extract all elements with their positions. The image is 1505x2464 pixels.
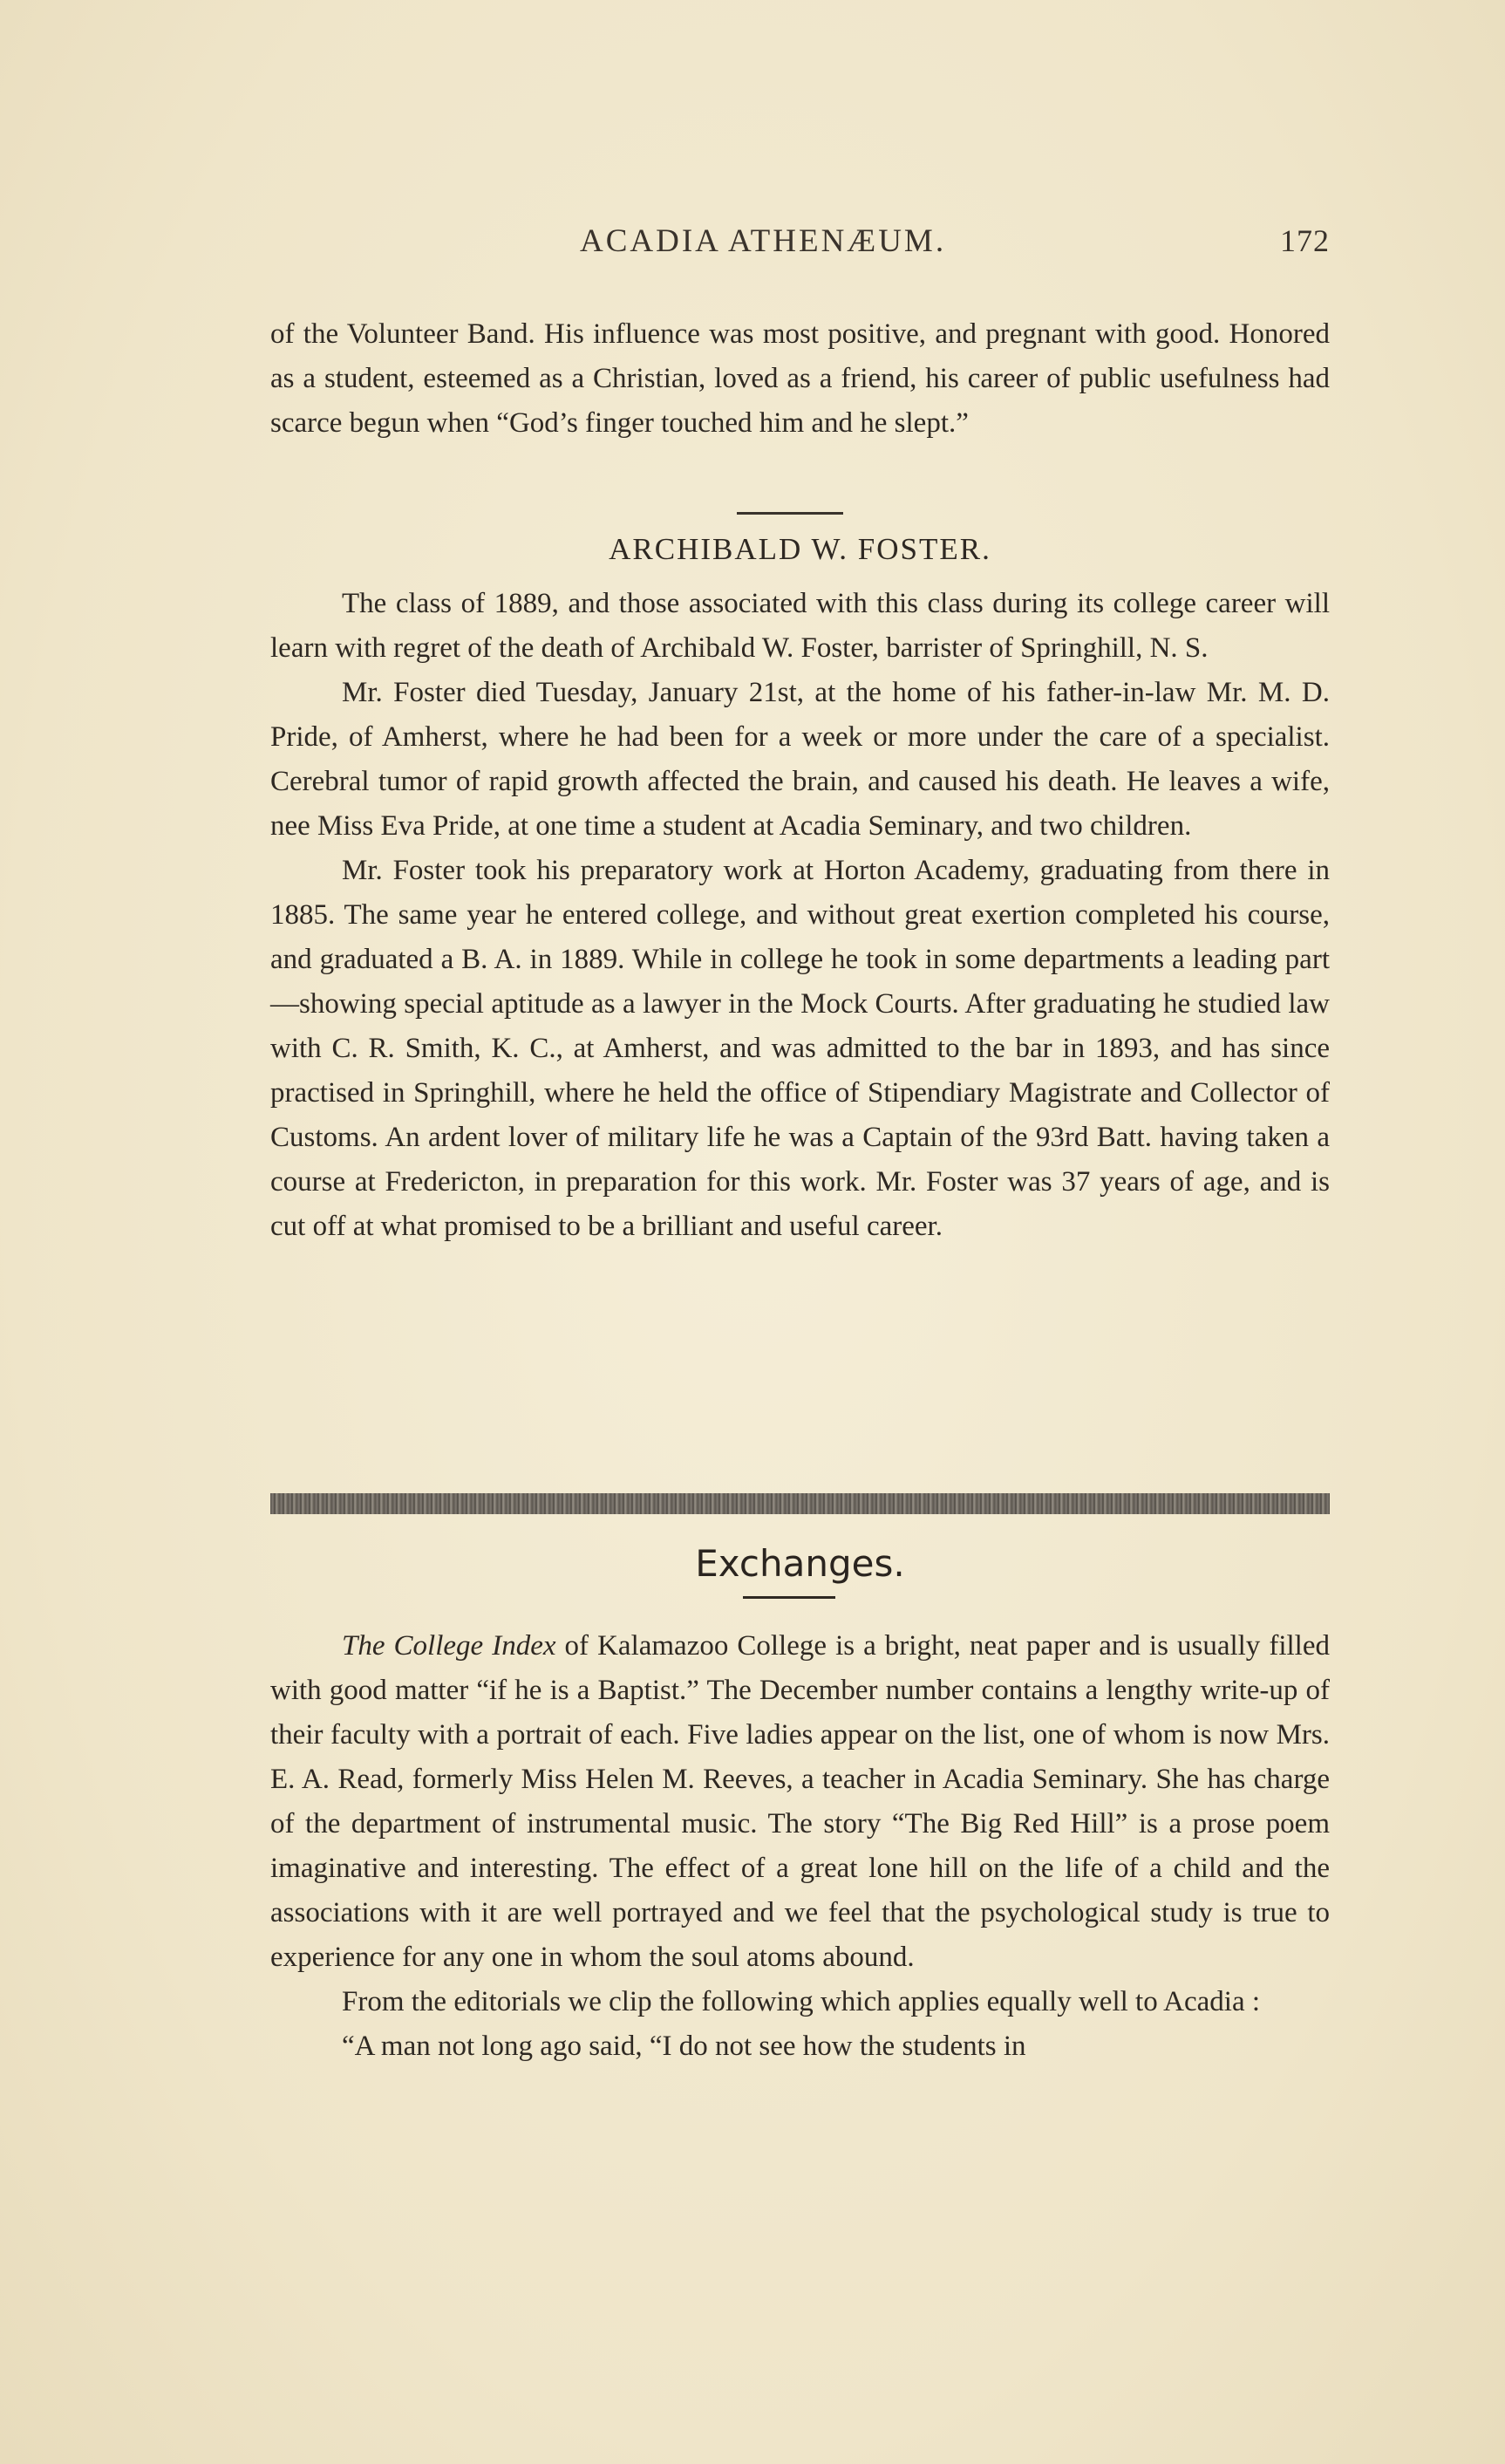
exchanges-heading: Exchanges. bbox=[695, 1542, 905, 1585]
exchanges-paragraph: From the editorials we clip the following which applies equally well to Acadia : bbox=[342, 1986, 1261, 2017]
obituary-paragraph: Mr. Foster died Tuesday, January 21st, at the home of his father-in-law Mr. M. D. Pride, of Amherst, where he had been for a week or more under the care of a specialist. Cerebral tumor of rapid growth affected the brain, and caused his death. He leaves a wife, nee Miss Eva Pride, at one time a student at Acadia Seminary, and two children. bbox=[270, 677, 1330, 842]
publication-title: The College Index bbox=[342, 1630, 556, 1662]
running-header bbox=[270, 222, 1330, 266]
exchanges-body bbox=[270, 1624, 1330, 2069]
obituary-paragraph: The class of 1889, and those associated with this class during its college career will learn with regret of the death of Archibald W. Foster, barrister of Springhill, N. S. bbox=[270, 588, 1330, 664]
ornamental-divider-band bbox=[270, 1493, 1330, 1514]
obituary-body bbox=[270, 582, 1330, 1249]
continued-paragraph-block bbox=[270, 312, 1330, 446]
exchanges-underline-rule bbox=[743, 1596, 835, 1599]
section-divider-rule bbox=[737, 512, 843, 515]
obituary-paragraph: Mr. Foster took his preparatory work at Horton Academy, graduating from there in 1885. The same year he entered college, and without great exertion completed his course, and graduated a B. A. in 1889. While in college he took in some departments a leading part—showing special aptitude as a lawyer in the Mock Courts. After graduating he studied law with C. R. Smith, K. C., at Amherst, and was admitted to the bar in 1893, and has since practised in Springhill, where he held the office of Stipendiary Magistrate and Collector of Customs. An ardent lover of military life he was a Captain of the 93rd Batt. having taken a course at Fredericton, in preparation for this work. Mr. Foster was 37 years of age, and is cut off at what promised to be a brilliant and useful career. bbox=[270, 855, 1330, 1242]
journal-title: ACADIA ATHENÆUM. bbox=[580, 223, 947, 259]
exchanges-paragraph bbox=[270, 1624, 1330, 1980]
page-number: 172 bbox=[1280, 223, 1330, 258]
exchanges-paragraph-text: of Kalamazoo College is a bright, neat paper and is usually filled with good matter “if he is a Baptist.” The December number contains a lengthy write-up of their faculty with a portrait of each. Five ladies appear on the list, one of whom is now Mrs. E. A. Read, formerly Miss Helen M. Reeves, a teacher in Acadia Seminary. She has charge of the department of instrumental music. The story “The Big Red Hill” is a prose poem imaginative and interesting. The effect of a great lone hill on the life of a child and the associations with it are well portrayed and we feel that the psychological study is true to experience for any one in whom the soul atoms abound. bbox=[270, 1630, 1330, 1973]
exchanges-paragraph: “A man not long ago said, “I do not see how the students in bbox=[342, 2031, 1026, 2062]
continued-paragraph: of the Volunteer Band. His influence was most positive, and pregnant with good. Honored as a student, esteemed as a Christian, loved as a friend, his career of public usefulness had scarce begun when “God’s finger touched him and he slept.” bbox=[270, 318, 1330, 439]
obituary-heading: ARCHIBALD W. FOSTER. bbox=[609, 532, 991, 566]
